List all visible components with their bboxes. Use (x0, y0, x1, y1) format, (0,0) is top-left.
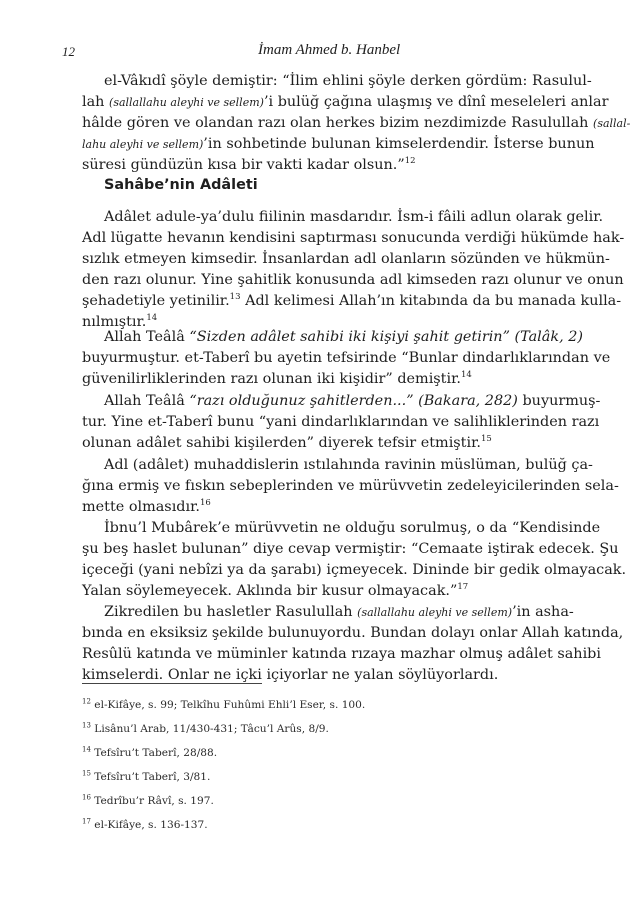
paragraph-line: Adâlet adule-ya’dulu fiilinin masdarıdır. İsm-i fâili adlun olarak gelir. (104, 209, 604, 225)
paragraph-line: hâlde gören ve olandan razı olan herkes bizim nezdimizde Rasulullah (sallal- (82, 115, 631, 131)
paragraph-line: lahu aleyhi ve sellem)’in sohbetinde bulunan kimselerdendir. İsterse bunun (82, 136, 595, 152)
footnote: $^{12}$ el-Kifâye, s. 99; Telkîhu Fuhûmi Ehli’l Eser, s. 100. (82, 697, 366, 711)
footnote: $^{15}$ Tefsîru’t Taberî, 3/81. (82, 769, 211, 783)
paragraph-line: güvenilirliklerinden razı olunan iki kişidir” demiştir.$^{14}$ (82, 370, 472, 387)
paragraph-line: şu beş haslet bulunan” diye cevap vermiştir: “Cemaate iştirak edecek. Şu (82, 541, 619, 557)
paragraph-line: şehadetiyle yetinilir.$^{13}$ Adl kelimesi Allah’ın kitabında da bu manada kulla- (82, 292, 622, 309)
paragraph-line: Allah Teâlâ “razı olduğunuz şahitlerden...” (Bakara, 282) buyurmuş- (104, 393, 601, 409)
paragraph-line: Adl (adâlet) muhaddislerin ıstılahında ravinin müslüman, bulüğ ça- (104, 457, 593, 473)
running-title: İmam Ahmed b. Hanbel (258, 42, 401, 58)
footnote: $^{13}$ Lisânu’l Arab, 11/430-431; Tâcu’l Arûs, 8/9. (82, 721, 329, 735)
footnote: $^{14}$ Tefsîru’t Taberî, 28/88. (82, 745, 218, 759)
footnote-ref: 15 (480, 434, 492, 445)
paragraph-line: Adl lügatte hevanın kendisini saptırması sonucunda verdiği hükümde hak- (82, 230, 625, 246)
footnote: $^{17}$ el-Kifâye, s. 136-137. (82, 817, 208, 831)
paragraph-line: süresi gündüzün kısa bir vakti kadar olsun.”$^{12}$ (82, 156, 416, 173)
footnote-separator (82, 683, 262, 684)
paragraph-line: buyurmuştur. et-Taberî bu ayetin tefsirinde “Bunlar dindarlıklarından ve (82, 350, 611, 366)
paragraph-line: olunan adâlet sahibi kişilerden” diyerek tefsir etmiştir.$^{15}$ (82, 434, 492, 451)
footnote-ref: 13 (229, 292, 241, 303)
paragraph-line: tur. Yine et-Taberî bunu “yani dindarlıklarından ve salihliklerinden razı (82, 414, 600, 430)
paragraph-line: Yalan söylemeyecek. Aklında bir kusur olmayacak.”$^{17}$ (82, 582, 469, 599)
paragraph-line: İbnu’l Mubârek’e mürüvvetin ne olduğu sorulmuş, o da “Kendisinde (104, 520, 601, 536)
paragraph-line: bında en eksiksiz şekilde bulunuyordu. Bundan dolayı onlar Allah katında, (82, 625, 624, 641)
section-heading: Sahâbe’nin Adâleti (104, 177, 258, 193)
paragraph-line: den razı olunur. Yine şahitlik konusunda adl kimseden razı olunur ve onun (82, 272, 624, 288)
paragraph-line: mette olmasıdır.$^{16}$ (82, 498, 211, 515)
paragraph-line: Allah Teâlâ “Sizden adâlet sahibi iki kişiyi şahit getirin” (Talâk, 2) (104, 329, 584, 345)
paragraph-line: sızlık etmeyen kimsedir. İnsanlardan adl olanların sözünden ve hükmün- (82, 251, 610, 267)
paragraph-line: içeceği (yani nebîzi ya da şarabı) içmeyecek. Dininde bir gedik olmayacak. (82, 562, 627, 578)
paragraph-line: kimselerdi. Onlar ne içki içiyorlar ne yalan söylüyorlardı. (82, 667, 499, 683)
paragraph-line: el-Vâkıdî şöyle demiştir: “İlim ehlini şöyle derken gördüm: Rasulul- (104, 73, 592, 89)
paragraph-line: lah (sallallahu aleyhi ve sellem)’i bulüğ çağına ulaşmış ve dînî meseleleri anlar (82, 94, 609, 110)
paragraph-line: Resûlü katında ve müminler katında rızaya mazhar olmuş adâlet sahibi (82, 646, 601, 662)
footnote-ref: 12 (404, 156, 416, 167)
paragraph-line: nılmıştır.$^{14}$ (82, 313, 158, 330)
footnote-ref: 14 (460, 370, 472, 381)
footnote-ref: 17 (457, 582, 469, 593)
page-number: 12 (62, 44, 75, 59)
footnote-ref: 14 (146, 313, 158, 324)
footnote-ref: 16 (199, 498, 211, 509)
paragraph-line: Zikredilen bu hasletler Rasulullah (sallallahu aleyhi ve sellem)’in asha- (104, 604, 574, 620)
footnote: $^{16}$ Tedrîbu’r Râvî, s. 197. (82, 793, 214, 807)
paragraph-line: ğına ermiş ve fıskın sebeplerinden ve mürüvvetin zedeleyicilerinden sela- (82, 478, 619, 494)
